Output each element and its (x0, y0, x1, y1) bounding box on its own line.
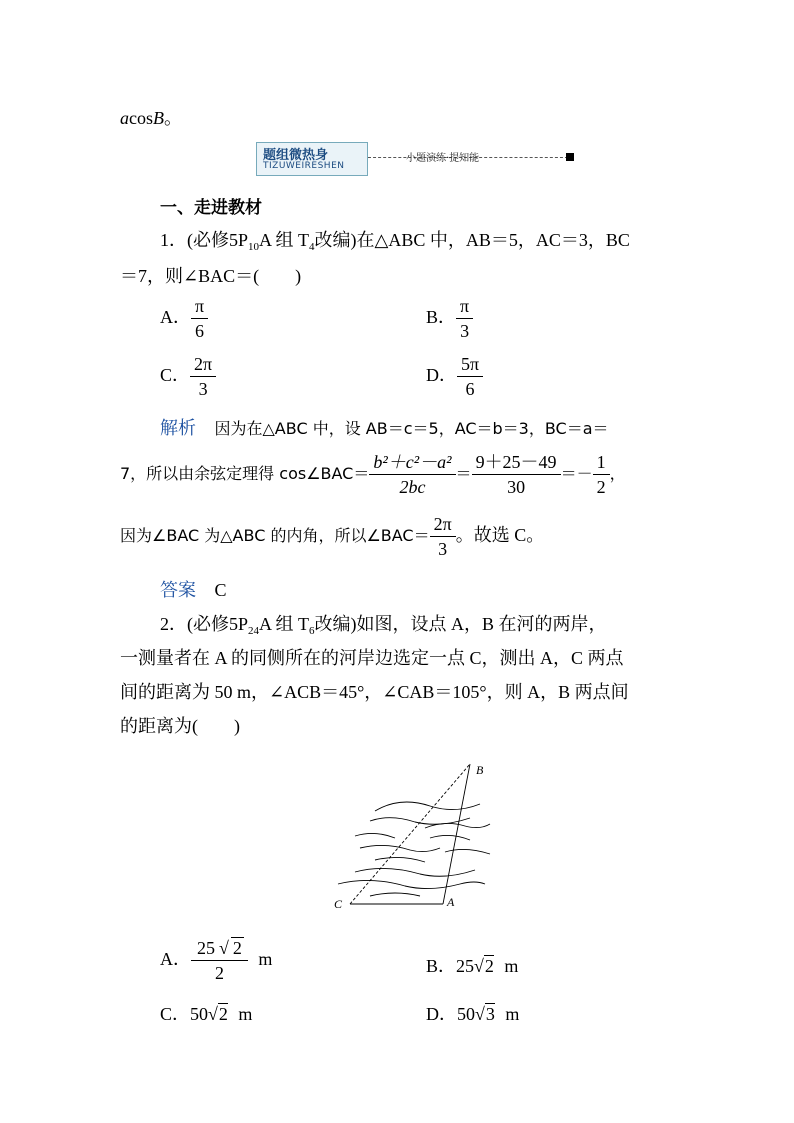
q1-option-c (160, 352, 216, 402)
frac-den: 2bc (399, 477, 426, 498)
q2-line3: 间的距离为 50 m，∠ACB＝45°，∠CAB＝105°，则 A，B 两点间 (120, 682, 629, 702)
frac-num: b²＋c²－a² (373, 452, 452, 472)
section-banner (256, 140, 578, 176)
wave-line (370, 818, 470, 825)
q1-option-d (426, 352, 483, 402)
coefficient: 50 (457, 1004, 475, 1024)
fraction-half (595, 450, 608, 500)
frac-den: 3 (438, 539, 448, 560)
q1-analysis-line2: 7，所以由余弦定理得 cos∠BAC＝ $\frac{\text{b²＋c²－a²}}{2bc}$ ＝ $\frac{9+25-49}{30}$ ＝－ $\frac{1}{2}$ ， (120, 450, 626, 500)
q1-mid: A 组 T (259, 230, 310, 250)
option-fraction (458, 294, 471, 344)
frac-den: 2 (596, 477, 606, 498)
q2-line4: 的距离为( ) (120, 716, 240, 736)
option-label: D． (426, 1004, 457, 1024)
q2-line1 (160, 610, 607, 637)
q2-option-a (160, 936, 272, 986)
frac-num: 5π (461, 354, 480, 374)
q1-option-b (426, 294, 473, 344)
frac-num: 9＋25－49 (475, 452, 557, 472)
unit: m (504, 956, 519, 976)
option-fraction (192, 352, 214, 402)
wave-line (445, 849, 490, 854)
frac-num: π (460, 296, 470, 316)
frac-num: 1 (596, 452, 606, 472)
q2-option-b (426, 952, 518, 978)
answer-value: C (214, 580, 227, 600)
q1-option-a (160, 294, 208, 344)
q1-sub2: 4 (309, 241, 315, 253)
unit: m (258, 948, 273, 969)
q1-line1 (160, 226, 630, 253)
comma: ， (609, 463, 626, 483)
wave-line (355, 868, 475, 876)
frac-den: 3 (198, 379, 208, 400)
frac-den: 6 (195, 321, 205, 342)
banner-square-icon (566, 153, 574, 161)
answer-label: 答案 (160, 580, 196, 601)
q2-mid: A 组 T (259, 614, 310, 634)
equals-minus: ＝－ (560, 463, 593, 483)
fraction-result (432, 512, 454, 562)
frac-num: 2π (433, 514, 452, 534)
frac-den: 2 (214, 963, 224, 984)
option-label: A． (160, 306, 191, 327)
coefficient: 25 (197, 938, 215, 958)
q1-analysis-line3 (120, 512, 544, 562)
radicand: 3 (485, 1004, 495, 1024)
q2-line2: 一测量者在 A 的同侧所在的河岸边选定一点 C，测出 A，C 两点 (120, 648, 624, 668)
var-B: B (153, 108, 164, 128)
wave-line (370, 893, 420, 896)
sqrt-icon: √ (208, 1004, 218, 1024)
option-label: B． (426, 306, 457, 327)
wave-line (375, 857, 425, 862)
label-C: C (334, 897, 343, 911)
var-a: a (120, 108, 129, 128)
frac-den: 6 (465, 379, 475, 400)
frac-den: 30 (507, 477, 526, 498)
label-B: B (476, 763, 484, 777)
q2-source: 2．(必修5P (160, 614, 249, 634)
wave-line (338, 880, 485, 888)
option-label: B． (426, 956, 457, 976)
q1-answer (160, 576, 227, 602)
river-figure (330, 756, 500, 916)
unit: m (505, 1004, 520, 1024)
option-label: D． (426, 364, 457, 385)
q2-sub2: 6 (309, 625, 315, 637)
analysis-label: 解析 (160, 418, 196, 439)
q1-source: 1．(必修5P (160, 230, 249, 250)
option-label: C． (160, 1004, 191, 1024)
radicand: 2 (484, 956, 494, 976)
top-fragment (120, 104, 182, 130)
option-fraction (193, 294, 206, 344)
q2-option-d (426, 1000, 519, 1026)
frac-num: π (195, 296, 205, 316)
sqrt-icon: √ (474, 956, 484, 976)
cos-text: cos (129, 108, 153, 128)
q1-sub1: 10 (248, 241, 260, 253)
frac-den: 3 (460, 321, 470, 342)
frac-num: 2π (194, 354, 213, 374)
analysis-text-2: 7，所以由余弦定理得 cos∠BAC＝ (120, 463, 370, 483)
q2-option-c (160, 1000, 252, 1026)
q1-line2: ＝7，则∠BAC＝( ) (120, 266, 302, 286)
analysis-text-4: 。故选 C。 (455, 524, 545, 545)
option-fraction (459, 352, 481, 402)
q1-stem: 改编)在△ABC 中，AB＝5，AC＝3，BC (314, 230, 630, 250)
fraction-law-of-cosines (371, 450, 453, 500)
frac-num (193, 936, 246, 960)
analysis-text-1: 因为在△ABC 中，设 AB＝c＝5，AC＝b＝3，BC＝a＝ (214, 419, 609, 438)
q2-sub1: 24 (248, 625, 260, 637)
analysis-text-3: 因为∠BAC 为△ABC 的内角，所以∠BAC＝ (120, 525, 430, 545)
banner-title: 题组微热身 (263, 148, 329, 163)
radicand: 2 (218, 1004, 228, 1024)
unit: m (238, 1004, 253, 1024)
q2-stem: 改编)如图，设点 A，B 在河的两岸， (314, 614, 607, 634)
coefficient: 50 (190, 1004, 209, 1024)
fraction-values (474, 450, 559, 500)
q1-analysis-line1 (160, 414, 609, 440)
sqrt-icon: √ (475, 1004, 485, 1024)
banner-subtitle: 小题演练·提知能 (406, 153, 480, 164)
option-fraction (193, 936, 246, 986)
banner-box (256, 142, 368, 176)
wave-line (430, 835, 470, 840)
option-label: A． (160, 948, 191, 969)
label-A: A (447, 895, 455, 909)
wave-line (375, 802, 480, 811)
option-label: C． (160, 364, 191, 385)
coefficient: 25 (456, 956, 475, 976)
period: 。 (164, 108, 182, 128)
sqrt-icon: √ (219, 938, 229, 958)
radicand: 2 (232, 938, 242, 958)
section-heading: 一、走进教材 (160, 198, 262, 218)
banner-pinyin: TIZUWEIRESHEN (263, 161, 345, 171)
wave-line (355, 833, 395, 838)
